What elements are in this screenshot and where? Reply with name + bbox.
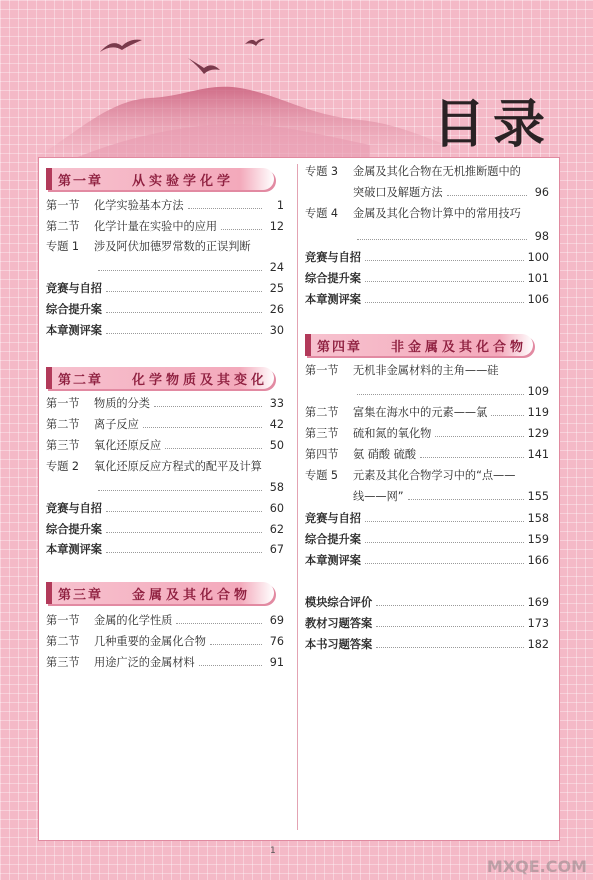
toc-entry[interactable] xyxy=(305,424,549,442)
entry-page: 58 xyxy=(269,480,284,494)
toc-entry[interactable] xyxy=(46,436,284,454)
entry-page: 173 xyxy=(527,616,549,630)
toc-entry[interactable] xyxy=(46,279,284,297)
entry-label: 第四节 xyxy=(305,448,339,461)
entry-label: 第二节 xyxy=(46,418,80,431)
entry-page: 69 xyxy=(269,613,284,627)
chapter-header-3[interactable] xyxy=(46,582,274,604)
entry-page: 109 xyxy=(527,384,549,398)
entry-text: 几种重要的金属化合物 xyxy=(94,635,206,648)
entry-label: 专题 4 xyxy=(305,207,339,220)
entry-text: 氧化还原反应 xyxy=(94,439,162,452)
bird-icon xyxy=(244,36,266,48)
chapter-name: 非金属及其化合物 xyxy=(391,340,528,355)
entry-label: 专题 3 xyxy=(305,165,339,178)
entry-page: 62 xyxy=(269,522,284,536)
entry-text: 金属的化学性质 xyxy=(94,614,173,627)
toc-entry[interactable] xyxy=(46,394,284,412)
entry-page: 169 xyxy=(527,595,549,609)
entry-text: 教材习题答案 xyxy=(305,617,373,630)
entry-text: 竞赛与自招 xyxy=(305,512,361,525)
entry-text: 无机非金属材料的主角——硅 xyxy=(353,364,499,377)
toc-entry-continuation[interactable] xyxy=(305,183,549,201)
toc-entry[interactable] xyxy=(46,237,284,255)
entry-text: 元素及其化合物学习中的“点—— xyxy=(353,469,516,482)
toc-entry[interactable] xyxy=(46,415,284,433)
toc-entry[interactable] xyxy=(46,632,284,650)
entry-label: 第一节 xyxy=(46,199,80,212)
entry-page: 42 xyxy=(269,417,284,431)
toc-entry[interactable] xyxy=(46,457,284,475)
entry-label: 第二节 xyxy=(46,635,80,648)
entry-text: 综合提升案 xyxy=(46,303,102,316)
entry-label: 第一节 xyxy=(46,614,80,627)
chapter-header-2[interactable] xyxy=(46,367,274,389)
entry-page: 26 xyxy=(269,302,284,316)
entry-page: 30 xyxy=(269,323,284,337)
entry-text: 硫和氮的氧化物 xyxy=(353,427,432,440)
chapter-marker xyxy=(46,582,52,604)
toc-entry[interactable] xyxy=(305,635,549,653)
entry-label: 第三节 xyxy=(46,656,80,669)
page-title: 目录 xyxy=(432,94,553,155)
entry-page: 96 xyxy=(534,185,549,199)
chapter-name: 化学物质及其变化 xyxy=(132,373,269,388)
entry-page: 24 xyxy=(269,260,284,274)
toc-entry[interactable] xyxy=(46,540,284,558)
entry-page: 155 xyxy=(527,489,549,503)
entry-text: 线——网” xyxy=(353,490,404,503)
entry-text: 氨 硝酸 硫酸 xyxy=(353,448,417,461)
entry-page: 158 xyxy=(527,511,549,525)
chapter-number: 第二章 xyxy=(58,373,104,388)
entry-text: 竞赛与自招 xyxy=(46,282,102,295)
toc-entry[interactable] xyxy=(46,300,284,318)
entry-text: 本章测评案 xyxy=(305,554,361,567)
bird-icon xyxy=(98,36,144,56)
entry-page: 60 xyxy=(269,501,284,515)
entry-text: 模块综合评价 xyxy=(305,596,373,609)
toc-entry[interactable] xyxy=(46,321,284,339)
toc-entry-continuation[interactable] xyxy=(305,382,549,400)
toc-entry[interactable] xyxy=(305,445,549,463)
entry-label: 第一节 xyxy=(46,397,80,410)
mountain-illustration xyxy=(40,60,460,170)
entry-text: 本章测评案 xyxy=(46,543,102,556)
entry-label: 专题 1 xyxy=(46,240,80,253)
entry-label: 第三节 xyxy=(46,439,80,452)
entry-page: 33 xyxy=(269,396,284,410)
toc-entry[interactable] xyxy=(46,196,284,214)
toc-entry[interactable] xyxy=(46,520,284,538)
toc-panel xyxy=(38,157,560,841)
entry-text: 突破口及解题方法 xyxy=(353,186,443,199)
toc-entry[interactable] xyxy=(305,593,549,611)
toc-entry[interactable] xyxy=(305,162,549,180)
entry-page: 50 xyxy=(269,438,284,452)
entry-page: 76 xyxy=(269,634,284,648)
toc-entry[interactable] xyxy=(305,466,549,484)
chapter-name: 金属及其化合物 xyxy=(132,588,252,603)
entry-page: 12 xyxy=(269,219,284,233)
entry-text: 本书习题答案 xyxy=(305,638,373,651)
chapter-marker xyxy=(305,334,311,356)
toc-entry[interactable] xyxy=(305,530,549,548)
chapter-header-1[interactable] xyxy=(46,168,274,190)
entry-text: 金属及其化合物在无机推断题中的 xyxy=(353,165,521,178)
entry-text: 离子反应 xyxy=(94,418,139,431)
toc-entry[interactable] xyxy=(46,217,284,235)
entry-text: 富集在海水中的元素——氯 xyxy=(353,406,488,419)
toc-entry-continuation[interactable] xyxy=(305,227,549,245)
entry-text: 化学实验基本方法 xyxy=(94,199,184,212)
entry-page: 166 xyxy=(527,553,549,567)
entry-page: 119 xyxy=(527,405,549,419)
chapter-name: 从实验学化学 xyxy=(132,174,235,189)
column-divider xyxy=(297,164,298,830)
entry-page: 100 xyxy=(527,250,549,264)
toc-entry[interactable] xyxy=(46,653,284,671)
entry-label: 第二节 xyxy=(46,220,80,233)
toc-entry[interactable] xyxy=(305,248,549,266)
entry-label: 第一节 xyxy=(305,364,339,377)
entry-page: 1 xyxy=(276,198,284,212)
entry-text: 本章测评案 xyxy=(305,293,361,306)
entry-text: 竞赛与自招 xyxy=(305,251,361,264)
entry-label: 专题 2 xyxy=(46,460,80,473)
entry-text: 涉及阿伏加德罗常数的正误判断 xyxy=(94,240,251,253)
toc-entry-continuation[interactable] xyxy=(46,478,284,496)
toc-entry[interactable] xyxy=(305,551,549,569)
toc-entry-continuation[interactable] xyxy=(305,487,549,505)
chapter-marker xyxy=(46,367,52,389)
entry-text: 综合提升案 xyxy=(305,533,361,546)
entry-text: 物质的分类 xyxy=(94,397,150,410)
toc-entry[interactable] xyxy=(305,614,549,632)
chapter-number: 第三章 xyxy=(58,588,104,603)
chapter-number: 第四章 xyxy=(317,340,363,355)
entry-label: 第二节 xyxy=(305,406,339,419)
entry-page: 106 xyxy=(527,292,549,306)
entry-text: 竞赛与自招 xyxy=(46,502,102,515)
entry-page: 67 xyxy=(269,542,284,556)
entry-page: 25 xyxy=(269,281,284,295)
toc-entry[interactable] xyxy=(46,499,284,517)
toc-entry[interactable] xyxy=(305,361,549,379)
entry-page: 129 xyxy=(527,426,549,440)
entry-text: 用途广泛的金属材料 xyxy=(94,656,195,669)
chapter-header-4[interactable] xyxy=(305,334,533,356)
toc-entry[interactable] xyxy=(305,509,549,527)
toc-entry[interactable] xyxy=(305,290,549,308)
entry-text: 综合提升案 xyxy=(305,272,361,285)
page-number: 1 xyxy=(270,846,276,856)
entry-page: 141 xyxy=(527,447,549,461)
toc-entry[interactable] xyxy=(305,269,549,287)
watermark-logo: MXQE.COM xyxy=(486,857,587,876)
toc-entry[interactable] xyxy=(46,611,284,629)
entry-text: 综合提升案 xyxy=(46,523,102,536)
bird-icon xyxy=(186,54,222,76)
entry-page: 101 xyxy=(527,271,549,285)
entry-label: 专题 5 xyxy=(305,469,339,482)
entry-label: 第三节 xyxy=(305,427,339,440)
toc-entry[interactable] xyxy=(305,204,549,222)
chapter-number: 第一章 xyxy=(58,174,104,189)
entry-page: 91 xyxy=(269,655,284,669)
chapter-marker xyxy=(46,168,52,190)
entry-text: 氧化还原反应方程式的配平及计算 xyxy=(94,460,262,473)
entry-text: 金属及其化合物计算中的常用技巧 xyxy=(353,207,521,220)
entry-page: 98 xyxy=(534,229,549,243)
entry-page: 182 xyxy=(527,637,549,651)
entry-text: 本章测评案 xyxy=(46,324,102,337)
toc-entry[interactable] xyxy=(305,403,549,421)
entry-page: 159 xyxy=(527,532,549,546)
entry-text: 化学计量在实验中的应用 xyxy=(94,220,218,233)
toc-entry-continuation[interactable] xyxy=(46,258,284,276)
